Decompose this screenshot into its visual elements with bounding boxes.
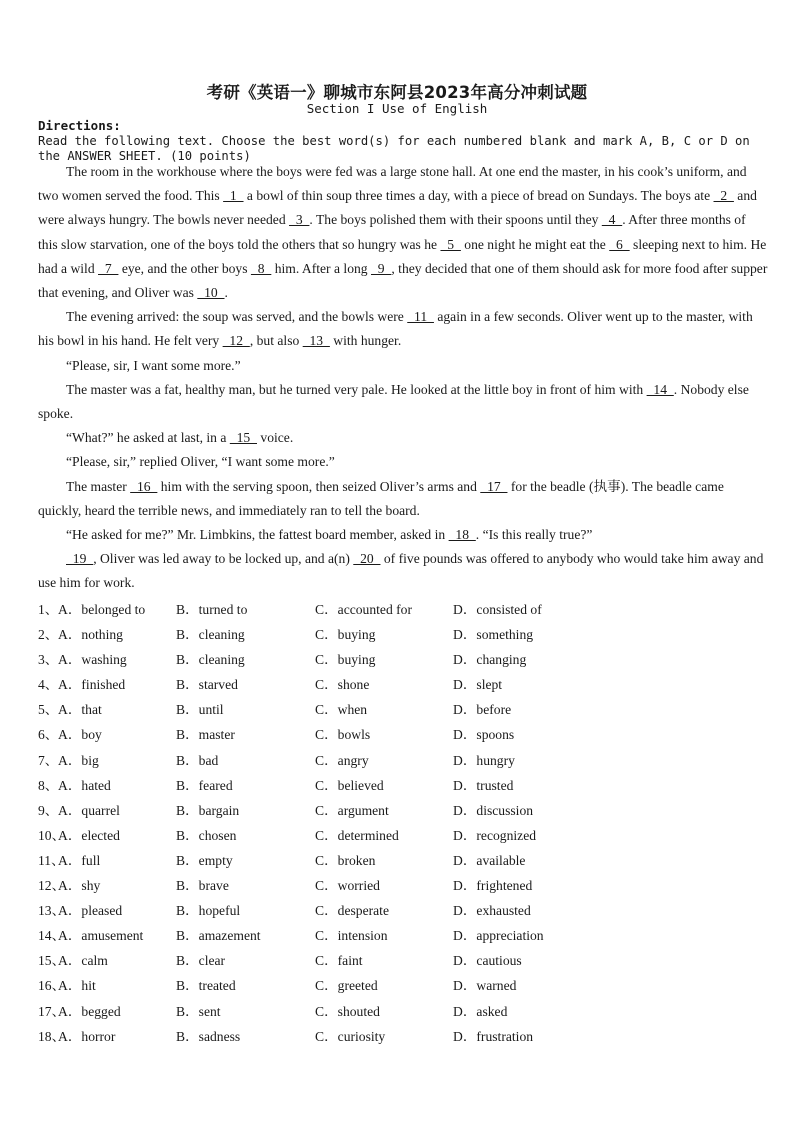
passage-text: . Nobody else spoke. bbox=[38, 381, 749, 422]
passage-paragraph bbox=[38, 523, 768, 547]
question-row bbox=[38, 697, 758, 722]
option-b: B．hopeful bbox=[176, 903, 241, 919]
option-d: D．hungry bbox=[453, 752, 515, 768]
passage-text: “What?” he asked at last, in a bbox=[66, 430, 230, 446]
passage-text: . “Is this really true?” bbox=[475, 527, 593, 543]
option-d: D．slept bbox=[453, 677, 503, 693]
option-a: A．hated bbox=[58, 777, 111, 793]
numbered-blank: 9 bbox=[370, 260, 392, 276]
passage-text: , Oliver was led away to be locked up, and a(n) bbox=[93, 551, 354, 567]
option-b: B．until bbox=[176, 702, 224, 718]
option-a: A．that bbox=[58, 702, 102, 718]
option-b: B．master bbox=[176, 727, 235, 743]
numbered-blank: 12 bbox=[222, 333, 250, 349]
option-c: C．bowls bbox=[315, 727, 371, 743]
option-d: D．warned bbox=[453, 978, 517, 994]
passage-text: The master bbox=[66, 478, 131, 494]
numbered-blank: 5 bbox=[440, 236, 461, 252]
passage-text: . After three months of this slow starvation, one of the boys told the others that so hungry was he bbox=[38, 212, 746, 252]
option-b: B．cleaning bbox=[176, 652, 245, 668]
option-d: D．available bbox=[453, 852, 526, 868]
numbered-blank: 4 bbox=[601, 212, 623, 228]
option-a: A．full bbox=[58, 852, 101, 868]
numbered-blank: 6 bbox=[609, 236, 630, 252]
passage-text: The evening arrived: the soup was served, and the bowls were bbox=[66, 309, 408, 325]
option-c: C．when bbox=[315, 702, 368, 718]
question-number: 14、 bbox=[38, 928, 66, 944]
passage-text: voice. bbox=[257, 430, 294, 446]
directions-heading: Directions: bbox=[38, 118, 121, 133]
question-row bbox=[38, 672, 758, 697]
option-c: C．buying bbox=[315, 627, 376, 643]
section-subtitle: Section I Use of English bbox=[306, 101, 488, 116]
passage-text: him. After a long bbox=[271, 260, 371, 276]
option-b: B．cleaning bbox=[176, 627, 245, 643]
option-b: B．brave bbox=[176, 878, 229, 894]
option-c: C．believed bbox=[315, 777, 384, 793]
option-d: D．before bbox=[453, 702, 512, 718]
option-b: B．bargain bbox=[176, 802, 240, 818]
page-title: 考研《英语一》聊城市东阿县2023年高分冲刺试题 bbox=[206, 83, 588, 102]
option-c: C．buying bbox=[315, 652, 376, 668]
option-a: A．begged bbox=[58, 1003, 121, 1019]
option-a: A．big bbox=[58, 752, 99, 768]
option-a: A．washing bbox=[58, 652, 127, 668]
option-a: A．pleased bbox=[58, 903, 123, 919]
question-number: 3、 bbox=[38, 652, 59, 668]
passage-paragraph bbox=[38, 475, 768, 523]
passage-paragraph bbox=[38, 378, 768, 426]
numbered-blank: 10 bbox=[197, 285, 225, 301]
passage-text: . bbox=[224, 285, 228, 301]
option-a: A．nothing bbox=[58, 627, 123, 643]
question-number: 1、 bbox=[38, 602, 59, 617]
numbered-blank: 2 bbox=[713, 188, 734, 204]
option-d: D．cautious bbox=[453, 953, 522, 969]
question-number: 10、 bbox=[38, 827, 66, 843]
option-b: B．turned to bbox=[176, 602, 248, 617]
option-c: C．accounted for bbox=[315, 602, 413, 617]
option-d: D．something bbox=[453, 627, 534, 643]
question-row bbox=[38, 622, 758, 647]
option-b: B．starved bbox=[176, 677, 238, 693]
option-d: D．changing bbox=[453, 652, 527, 668]
question-row bbox=[38, 923, 758, 948]
question-number: 6、 bbox=[38, 727, 59, 743]
numbered-blank: 8 bbox=[250, 260, 272, 276]
option-a: A．elected bbox=[58, 827, 120, 843]
passage-text: The master was a fat, healthy man, but he turned very pale. He looked at the little boy in front of him with bbox=[66, 381, 647, 397]
option-a: A．quarrel bbox=[58, 802, 120, 818]
option-d: D．frightened bbox=[453, 878, 533, 894]
option-c: C．desperate bbox=[315, 903, 389, 919]
numbered-blank: 17 bbox=[480, 478, 508, 494]
question-row bbox=[38, 873, 758, 898]
passage-text: . The boys polished them with their spoons until they bbox=[309, 212, 602, 228]
cloze-passage bbox=[38, 160, 768, 596]
passage-text: for the beadle (执事). The beadle came quickly, heard the terrible news, and immediately ran to tell the board. bbox=[38, 478, 724, 518]
answer-options bbox=[38, 597, 758, 1049]
option-c: C．greeted bbox=[315, 978, 378, 994]
passage-text: The room in the workhouse where the boys were fed was a large stone hall. At one end the master, in his cook’s uniform, and two women served the food. This bbox=[38, 164, 747, 204]
option-c: C．broken bbox=[315, 852, 376, 868]
passage-paragraph bbox=[38, 547, 768, 595]
option-d: D．asked bbox=[453, 1003, 508, 1019]
option-d: D．appreciation bbox=[453, 928, 544, 944]
directions bbox=[38, 118, 758, 165]
passage-text: “Please, sir, I want some more.” bbox=[66, 357, 241, 373]
passage-text: of five pounds was offered to anybody who would take him away and use him for work. bbox=[38, 551, 764, 591]
option-a: A．calm bbox=[58, 953, 108, 969]
option-c: C．shouted bbox=[315, 1003, 380, 1019]
option-b: B．treated bbox=[176, 978, 236, 994]
question-row bbox=[38, 973, 758, 998]
question-row bbox=[38, 748, 758, 773]
passage-paragraph bbox=[38, 450, 768, 474]
passage-paragraph bbox=[38, 305, 768, 353]
passage-text: , they decided that one of them should ask for more food after supper that evening, and Oliver was bbox=[38, 260, 768, 301]
question-number: 8、 bbox=[38, 777, 59, 793]
question-number: 13、 bbox=[38, 903, 66, 919]
option-a: A．hit bbox=[58, 978, 96, 994]
option-c: C．shone bbox=[315, 677, 370, 693]
option-b: B．empty bbox=[176, 852, 233, 868]
option-c: C．angry bbox=[315, 752, 369, 768]
passage-text: “He asked for me?” Mr. Limbkins, the fattest board member, asked in bbox=[66, 527, 449, 543]
numbered-blank: 11 bbox=[407, 309, 434, 325]
question-number: 9、 bbox=[38, 802, 59, 818]
numbered-blank: 14 bbox=[646, 381, 674, 397]
question-row bbox=[38, 773, 758, 798]
passage-text: eye, and the other boys bbox=[118, 260, 251, 276]
passage-text: him with the serving spoon, then seized Oliver’s arms and bbox=[157, 478, 481, 494]
option-d: D．discussion bbox=[453, 802, 534, 818]
question-row bbox=[38, 999, 758, 1024]
option-d: D．frustration bbox=[453, 1028, 534, 1044]
question-number: 18、 bbox=[38, 1028, 66, 1044]
question-row bbox=[38, 823, 758, 848]
numbered-blank: 15 bbox=[229, 430, 257, 446]
question-number: 15、 bbox=[38, 953, 66, 969]
numbered-blank: 3 bbox=[289, 212, 310, 228]
question-number: 7、 bbox=[38, 752, 59, 768]
passage-text: “Please, sir,” replied Oliver, “I want some more.” bbox=[66, 454, 335, 470]
passage-text: again in a few seconds. Oliver went up to the master, with his bowl in his hand. He felt very bbox=[38, 309, 753, 349]
option-b: B．bad bbox=[176, 752, 219, 768]
question-number: 12、 bbox=[38, 878, 66, 894]
passage-paragraph bbox=[38, 354, 768, 378]
numbered-blank: 13 bbox=[302, 333, 330, 349]
numbered-blank: 18 bbox=[448, 527, 476, 543]
option-a: A．boy bbox=[58, 727, 102, 743]
question-number: 2、 bbox=[38, 627, 59, 643]
question-row bbox=[38, 848, 758, 873]
option-b: B．chosen bbox=[176, 827, 237, 843]
question-number: 11、 bbox=[38, 852, 65, 868]
question-row bbox=[38, 647, 758, 672]
option-d: D．spoons bbox=[453, 727, 515, 743]
question-row bbox=[38, 597, 758, 622]
passage-text: a bowl of thin soup three times a day, with a piece of bread on Sundays. The boys ate bbox=[243, 188, 714, 204]
option-a: A．finished bbox=[58, 677, 126, 693]
option-c: C．worried bbox=[315, 878, 380, 894]
passage-paragraph bbox=[38, 160, 768, 305]
option-a: A．belonged to bbox=[58, 602, 146, 617]
numbered-blank: 19 bbox=[66, 551, 94, 567]
option-b: B．sadness bbox=[176, 1028, 241, 1044]
question-number: 5、 bbox=[38, 702, 59, 718]
numbered-blank: 7 bbox=[98, 260, 119, 276]
question-number: 16、 bbox=[38, 978, 66, 994]
numbered-blank: 1 bbox=[223, 188, 244, 204]
question-row bbox=[38, 798, 758, 823]
passage-text: sleeping next to him. He had a wild bbox=[38, 236, 767, 276]
option-c: C．intension bbox=[315, 928, 388, 944]
question-row bbox=[38, 948, 758, 973]
directions-text: Read the following text. Choose the best word(s) for each numbered blank and mark A, B, C or D on the ANSWER SHEET. (10 points) bbox=[38, 133, 750, 163]
option-b: B．clear bbox=[176, 953, 226, 969]
option-d: D．recognized bbox=[453, 827, 537, 843]
question-number: 17、 bbox=[38, 1003, 66, 1019]
option-b: B．feared bbox=[176, 777, 233, 793]
question-row bbox=[38, 898, 758, 923]
option-c: C．faint bbox=[315, 953, 363, 969]
option-b: B．amazement bbox=[176, 928, 261, 944]
option-d: D．exhausted bbox=[453, 903, 531, 919]
passage-text: and were always hungry. The bowls never needed bbox=[38, 188, 757, 228]
numbered-blank: 16 bbox=[130, 478, 158, 494]
option-d: D．trusted bbox=[453, 777, 514, 793]
option-a: A．horror bbox=[58, 1028, 116, 1044]
numbered-blank: 20 bbox=[353, 551, 381, 567]
option-c: C．argument bbox=[315, 802, 389, 818]
passage-paragraph bbox=[38, 426, 768, 450]
option-d: D．consisted of bbox=[453, 602, 542, 617]
question-row bbox=[38, 1024, 758, 1049]
passage-text: , but also bbox=[249, 333, 303, 349]
passage-text: one night he might eat the bbox=[460, 236, 610, 252]
option-a: A．shy bbox=[58, 878, 101, 894]
option-c: C．determined bbox=[315, 827, 399, 843]
option-b: B．sent bbox=[176, 1003, 221, 1019]
passage-text: with hunger. bbox=[329, 333, 402, 349]
option-c: C．curiosity bbox=[315, 1028, 386, 1044]
question-number: 4、 bbox=[38, 677, 59, 693]
question-row bbox=[38, 722, 758, 747]
option-a: A．amusement bbox=[58, 928, 144, 944]
